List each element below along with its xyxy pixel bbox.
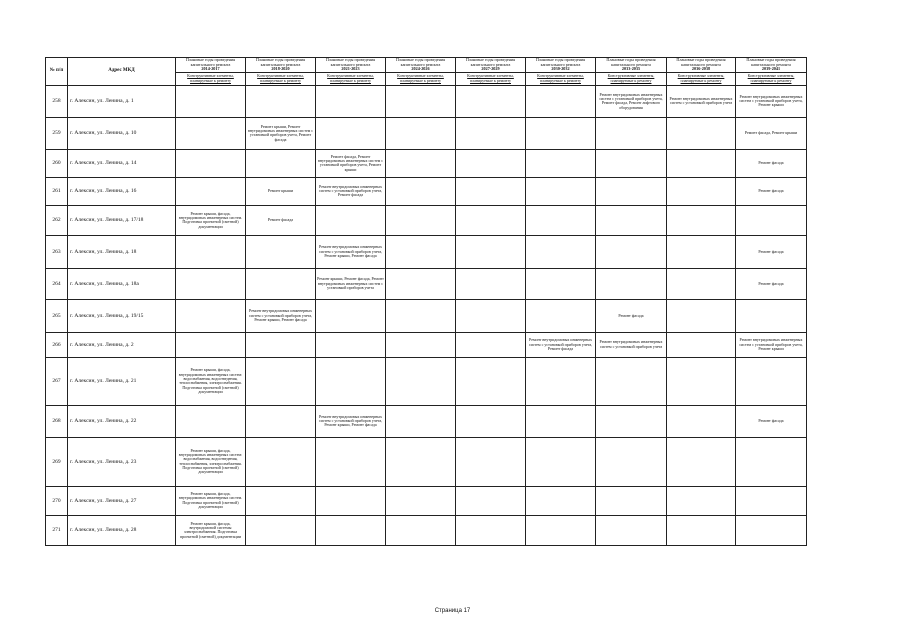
- row-cell-period-6: [596, 235, 667, 268]
- header-period-8: [736, 58, 807, 73]
- row-cell-period-5: [526, 177, 596, 205]
- table-row: [46, 149, 807, 177]
- row-cell-period-0: [176, 177, 246, 205]
- header-period-years: 2039-2041: [761, 66, 781, 72]
- row-cell-period-4: [456, 268, 526, 299]
- row-number: 270: [46, 486, 68, 515]
- row-cell-period-0: [176, 235, 246, 268]
- row-cell-period-1: [246, 515, 316, 545]
- row-number: 266: [46, 332, 68, 357]
- row-cell-period-4: [456, 437, 526, 486]
- row-cell-period-7: [667, 515, 736, 545]
- header-num: № п/п: [46, 58, 68, 86]
- row-number: 260: [46, 149, 68, 177]
- row-cell-period-1: Ремонт крыши: [246, 177, 316, 205]
- header-period-5: [526, 58, 596, 73]
- row-number: 262: [46, 205, 68, 235]
- row-cell-period-4: [456, 235, 526, 268]
- row-number: 265: [46, 299, 68, 332]
- row-cell-period-0: Ремонт крыши, фасада, внутридомовой системы электроснабжения. Подготовка проектной (сметной) документации: [176, 515, 246, 545]
- header-subheader: Конструктивные элементы, планируемые к ремонту: [246, 72, 316, 85]
- row-number: 261: [46, 177, 68, 205]
- row-cell-period-5: [526, 117, 596, 149]
- header-subheader: Конструктивные элементы, планируемые к ремонту: [526, 72, 596, 85]
- row-cell-period-7: [667, 357, 736, 405]
- row-cell-period-0: [176, 149, 246, 177]
- row-address: г. Алексин, ул. Ленина, д. 1: [68, 85, 176, 117]
- row-address: г. Алексин, ул. Ленина, д. 18а: [68, 268, 176, 299]
- row-cell-period-5: [526, 85, 596, 117]
- row-cell-period-4: [456, 357, 526, 405]
- row-cell-period-6: [596, 405, 667, 437]
- header-period-title: Плановые годы проведения капитального ремонта: [535, 57, 586, 67]
- row-cell-period-2: [316, 332, 386, 357]
- row-cell-period-5: [526, 149, 596, 177]
- row-cell-period-1: Ремонт крыши, Ремонт внутридомовых инженерных систем с установкой приборов учета, Ремонт фасада: [246, 117, 316, 149]
- row-cell-period-4: [456, 332, 526, 357]
- table-row: [46, 357, 807, 405]
- header-subheader: Конструктивные элементы, планируемые к ремонту: [596, 72, 667, 85]
- header-period-years: 2018-2020: [271, 66, 290, 72]
- row-cell-period-7: [667, 299, 736, 332]
- row-cell-period-2: [316, 299, 386, 332]
- row-cell-period-8: Ремонт фасада: [736, 405, 807, 437]
- row-cell-period-3: [386, 149, 456, 177]
- row-cell-period-8: [736, 486, 807, 515]
- row-number: 259: [46, 117, 68, 149]
- header-period-7: [667, 58, 736, 73]
- header-period-years: 2014-2017: [201, 66, 220, 72]
- header-subheader: Конструктивные элементы, планируемые к ремонту: [176, 72, 246, 85]
- row-cell-period-0: [176, 117, 246, 149]
- header-subheader: Конструктивные элементы, планируемые к ремонту: [736, 72, 807, 85]
- row-cell-period-8: [736, 357, 807, 405]
- row-cell-period-7: [667, 268, 736, 299]
- row-address: г. Алексин, ул. Ленина, д. 18: [68, 235, 176, 268]
- header-period-4: [456, 58, 526, 73]
- row-cell-period-7: [667, 437, 736, 486]
- row-cell-period-7: Ремонт внутридомовых инженерных систем с установкой приборов учета: [667, 85, 736, 117]
- row-cell-period-3: [386, 332, 456, 357]
- header-subheader: Конструктивные элементы, планируемые к ремонту: [456, 72, 526, 85]
- table-row: [46, 299, 807, 332]
- row-cell-period-2: [316, 85, 386, 117]
- table-row: [46, 235, 807, 268]
- row-cell-period-6: [596, 268, 667, 299]
- row-cell-period-2: [316, 486, 386, 515]
- row-address: г. Алексин, ул. Ленина, д. 16: [68, 177, 176, 205]
- table-row: [46, 117, 807, 149]
- row-cell-period-3: [386, 357, 456, 405]
- row-cell-period-8: Ремонт фасада: [736, 235, 807, 268]
- row-cell-period-5: [526, 205, 596, 235]
- row-cell-period-2: [316, 117, 386, 149]
- row-cell-period-5: [526, 299, 596, 332]
- row-cell-period-3: [386, 437, 456, 486]
- row-cell-period-5: [526, 235, 596, 268]
- row-cell-period-1: Ремонт внутридомовых инженерных систем с установкой приборов учета, Ремонт крыши, Ремонт фасада: [246, 299, 316, 332]
- repair-plan-sheet: [45, 57, 806, 546]
- row-cell-period-3: [386, 205, 456, 235]
- header-period-title: Плановые годы проведения капитального ремонта: [395, 57, 446, 67]
- row-cell-period-1: [246, 357, 316, 405]
- header-period-title: Плановые годы проведения капитального ремонта: [676, 57, 726, 67]
- row-cell-period-5: [526, 405, 596, 437]
- row-cell-period-6: Ремонт внутридомовых инженерных систем с установкой приборов учета: [596, 332, 667, 357]
- row-cell-period-1: [246, 405, 316, 437]
- header-period-years: 2033-2035: [621, 66, 641, 72]
- row-address: г. Алексин, ул. Ленина, д. 21: [68, 357, 176, 405]
- header-address: Адрес МКД: [68, 58, 176, 86]
- row-cell-period-3: [386, 235, 456, 268]
- row-cell-period-2: Ремонт внутридомовых инженерных систем с установкой приборов учета, Ремонт крыши, Ремонт фасада: [316, 235, 386, 268]
- row-number: 271: [46, 515, 68, 545]
- row-cell-period-2: [316, 437, 386, 486]
- row-cell-period-6: [596, 117, 667, 149]
- row-address: г. Алексин, ул. Ленина, д. 27: [68, 486, 176, 515]
- row-cell-period-3: [386, 117, 456, 149]
- row-cell-period-0: Ремонт крыши, фасада, внутридомовых инженерных систем. Подготовка проектной (сметной) документации: [176, 486, 246, 515]
- row-cell-period-0: [176, 268, 246, 299]
- repair-plan-table: [45, 57, 807, 546]
- row-cell-period-7: [667, 332, 736, 357]
- row-cell-period-8: [736, 205, 807, 235]
- table-row: [46, 486, 807, 515]
- header-period-6: [596, 58, 667, 73]
- row-cell-period-3: [386, 268, 456, 299]
- row-cell-period-8: [736, 299, 807, 332]
- row-number: 258: [46, 85, 68, 117]
- header-subheader: Конструктивные элементы, планируемые к ремонту: [386, 72, 456, 85]
- row-cell-period-7: [667, 205, 736, 235]
- row-cell-period-0: Ремонт крыши, фасада, внутридомовых инженерных систем: водоснабжения, водоотведения, теплоснабжения, электроснабжения. Подготовка проектной (сметной) документации: [176, 357, 246, 405]
- row-cell-period-6: [596, 437, 667, 486]
- row-cell-period-5: [526, 268, 596, 299]
- row-cell-period-2: Ремонт внутридомовых инженерных систем с установкой приборов учета, Ремонт крыши, Ремонт фасада: [316, 405, 386, 437]
- row-number: 267: [46, 357, 68, 405]
- header-period-years: 2021-2023: [341, 66, 360, 72]
- row-cell-period-3: [386, 85, 456, 117]
- row-cell-period-2: [316, 205, 386, 235]
- row-cell-period-4: [456, 205, 526, 235]
- row-cell-period-1: [246, 149, 316, 177]
- row-cell-period-8: [736, 515, 807, 545]
- row-cell-period-7: [667, 117, 736, 149]
- row-cell-period-0: [176, 299, 246, 332]
- row-cell-period-8: Ремонт фасада: [736, 149, 807, 177]
- row-cell-period-7: [667, 149, 736, 177]
- header-period-title: Плановые годы проведения капитального ремонта: [185, 57, 236, 67]
- row-cell-period-3: [386, 405, 456, 437]
- row-cell-period-0: Ремонт крыши, фасада, внутридомовых инженерных систем. Подготовка проектной (сметной) документации: [176, 205, 246, 235]
- header-period-title: Плановые годы проведения капитального ремонта: [746, 57, 796, 67]
- header-period-title: Плановые годы проведения капитального ремонта: [465, 57, 516, 67]
- row-address: г. Алексин, ул. Ленина, д. 10: [68, 117, 176, 149]
- row-cell-period-0: [176, 405, 246, 437]
- row-address: г. Алексин, ул. Ленина, д. 14: [68, 149, 176, 177]
- row-cell-period-2: Ремонт фасада, Ремонт внутридомовых инженерных систем с установкой приборов учета, Ремонт крыши: [316, 149, 386, 177]
- header-period-3: [386, 58, 456, 73]
- header-period-title: Плановые годы проведения капитального ремонта: [606, 57, 656, 67]
- row-address: г. Алексин, ул. Ленина, д. 19/15: [68, 299, 176, 332]
- row-cell-period-1: [246, 268, 316, 299]
- row-cell-period-1: [246, 235, 316, 268]
- row-cell-period-1: Ремонт фасада: [246, 205, 316, 235]
- row-cell-period-7: [667, 486, 736, 515]
- header-period-years: 2027-2029: [481, 66, 500, 72]
- row-cell-period-1: [246, 332, 316, 357]
- row-address: г. Алексин, ул. Ленина, д. 17/18: [68, 205, 176, 235]
- table-row: [46, 177, 807, 205]
- header-period-years: 2036-2038: [691, 66, 711, 72]
- row-number: 263: [46, 235, 68, 268]
- table-row: [46, 437, 807, 486]
- row-cell-period-6: [596, 149, 667, 177]
- row-cell-period-3: [386, 486, 456, 515]
- row-cell-period-2: Ремонт крыши, Ремонт фасада, Ремонт внутридомовых инженерных систем с установкой приборов учета: [316, 268, 386, 299]
- header-period-title: Плановые годы проведения капитального ремонта: [325, 57, 376, 67]
- row-cell-period-6: Ремонт внутридомовых инженерных систем с установкой приборов учета, Ремонт фасада, Ремонт лифтового оборудования: [596, 85, 667, 117]
- row-cell-period-4: [456, 149, 526, 177]
- row-cell-period-5: [526, 357, 596, 405]
- row-cell-period-8: Ремонт фасада: [736, 177, 807, 205]
- header-period-years: 2024-2026: [411, 66, 430, 72]
- row-cell-period-1: [246, 486, 316, 515]
- row-address: г. Алексин, ул. Ленина, д. 23: [68, 437, 176, 486]
- row-cell-period-6: [596, 515, 667, 545]
- row-cell-period-7: [667, 235, 736, 268]
- row-cell-period-8: Ремонт фасада: [736, 268, 807, 299]
- row-cell-period-5: [526, 515, 596, 545]
- row-cell-period-3: [386, 515, 456, 545]
- row-cell-period-0: [176, 85, 246, 117]
- row-cell-period-4: [456, 486, 526, 515]
- row-cell-period-4: [456, 405, 526, 437]
- header-period-years: 2030-2032: [551, 66, 570, 72]
- page-number: Страница 17: [434, 608, 471, 614]
- table-row: [46, 515, 807, 545]
- row-cell-period-8: [736, 437, 807, 486]
- row-cell-period-7: [667, 405, 736, 437]
- row-address: г. Алексин, ул. Ленина, д. 22: [68, 405, 176, 437]
- table-row: [46, 268, 807, 299]
- table-row: [46, 332, 807, 357]
- table-row: [46, 205, 807, 235]
- table-row: [46, 85, 807, 117]
- row-cell-period-5: Ремонт внутридомовых инженерных систем с установкой приборов учета, Ремонт фасада: [526, 332, 596, 357]
- header-subheader: Конструктивные элементы, планируемые к ремонту: [316, 72, 386, 85]
- row-cell-period-4: [456, 515, 526, 545]
- row-address: г. Алексин, ул. Ленина, д. 28: [68, 515, 176, 545]
- row-cell-period-6: [596, 177, 667, 205]
- header-period-1: [246, 58, 316, 73]
- row-number: 269: [46, 437, 68, 486]
- row-cell-period-4: [456, 177, 526, 205]
- row-cell-period-6: [596, 357, 667, 405]
- row-cell-period-8: Ремонт фасада, Ремонт крыши: [736, 117, 807, 149]
- row-cell-period-2: Ремонт внутридомовых инженерных систем с установкой приборов учета, Ремонт фасада: [316, 177, 386, 205]
- row-number: 264: [46, 268, 68, 299]
- row-cell-period-5: [526, 437, 596, 486]
- row-cell-period-2: [316, 357, 386, 405]
- header-period-2: [316, 58, 386, 73]
- row-cell-period-3: [386, 299, 456, 332]
- row-cell-period-0: [176, 332, 246, 357]
- row-number: 268: [46, 405, 68, 437]
- row-cell-period-4: [456, 299, 526, 332]
- row-cell-period-1: [246, 85, 316, 117]
- table-row: [46, 405, 807, 437]
- row-cell-period-0: Ремонт крыши, фасада, внутридомовых инженерных систем: водоснабжения, водоотведения, теплоснабжения, электроснабжения. Подготовка проектной (сметной) документации: [176, 437, 246, 486]
- header-subheader: Конструктивные элементы, планируемые к ремонту: [667, 72, 736, 85]
- row-cell-period-6: [596, 486, 667, 515]
- row-cell-period-8: Ремонт внутридомовых инженерных систем с установкой приборов учета, Ремонт крыши: [736, 85, 807, 117]
- header-period-title: Плановые годы проведения капитального ремонта: [255, 57, 306, 67]
- row-cell-period-2: [316, 515, 386, 545]
- row-cell-period-8: Ремонт внутридомовых инженерных систем с установкой приборов учета, Ремонт крыши: [736, 332, 807, 357]
- row-cell-period-6: [596, 205, 667, 235]
- row-cell-period-7: [667, 177, 736, 205]
- row-cell-period-1: [246, 437, 316, 486]
- row-cell-period-3: [386, 177, 456, 205]
- header-period-0: [176, 58, 246, 73]
- row-cell-period-6: Ремонт фасада: [596, 299, 667, 332]
- row-cell-period-5: [526, 486, 596, 515]
- row-cell-period-4: [456, 117, 526, 149]
- row-address: г. Алексин, ул. Ленина, д. 2: [68, 332, 176, 357]
- row-cell-period-4: [456, 85, 526, 117]
